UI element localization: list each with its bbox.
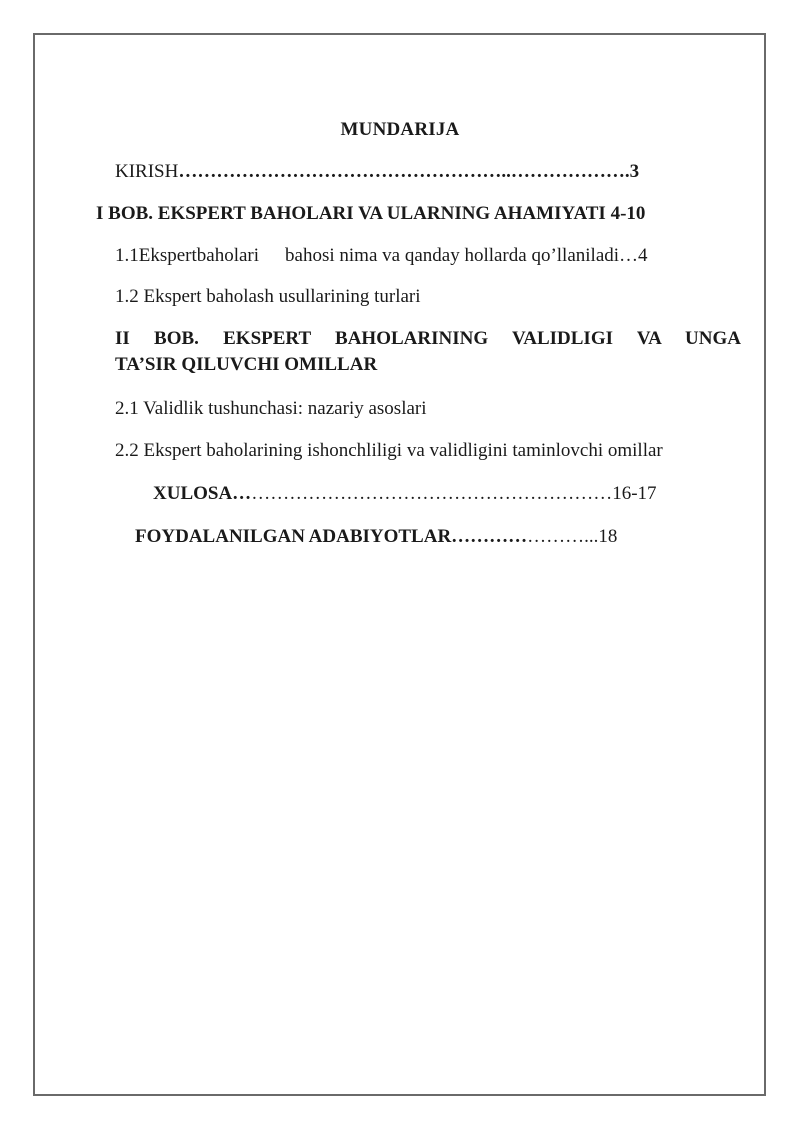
toc-section-2-1[interactable]: 2.1 Validlik tushunchasi: nazariy asoslari (115, 398, 427, 419)
toc-entry-label: XULOSA… (153, 483, 252, 504)
toc-leader-dots: ………... (527, 526, 599, 547)
toc-leader-dots: ……………………………………………..……………… (178, 161, 625, 182)
toc-chapter-2-line-1: II BOB. EKSPERT BAHOLARINING VALIDLIGI VA UNGA (115, 328, 741, 349)
toc-entry-kirish[interactable] (115, 160, 639, 184)
toc-entry-label: bahosi nima va qanday hollarda qo’llaniladi…4 (285, 245, 648, 266)
toc-title: MUNDARIJA (340, 119, 460, 140)
toc-entry-adabiyotlar[interactable] (135, 525, 617, 549)
toc-entry-label: FOYDALANILGAN ADABIYOTLAR………… (135, 526, 528, 547)
toc-chapter-1[interactable]: I BOB. EKSPERT BAHOLARI VA ULARNING AHAMIYATI 4-10 (96, 203, 646, 224)
toc-entry-label: KIRISH (115, 161, 179, 182)
toc-section-2-2[interactable]: 2.2 Ekspert baholarining ishonchliligi va validligini taminlovchi omillar (115, 440, 663, 461)
toc-page-number: 16-17 (612, 483, 657, 504)
toc-page-number: .3 (624, 161, 640, 182)
toc-page-number: 18 (598, 526, 618, 547)
toc-entry-label: 1.1Ekspertbaholari (115, 245, 260, 266)
toc-chapter-2[interactable] (115, 326, 741, 378)
toc-leader-dots: ………………………………………………… (251, 483, 613, 504)
toc-section-1-2[interactable]: 1.2 Ekspert baholash usullarining turlari (115, 286, 421, 307)
page-border (33, 33, 766, 1096)
toc-entry-xulosa[interactable] (153, 482, 657, 506)
toc-chapter-2-line-2: TA’SIR QILUVCHI OMILLAR (115, 354, 378, 375)
toc-section-1-1[interactable] (115, 244, 648, 268)
